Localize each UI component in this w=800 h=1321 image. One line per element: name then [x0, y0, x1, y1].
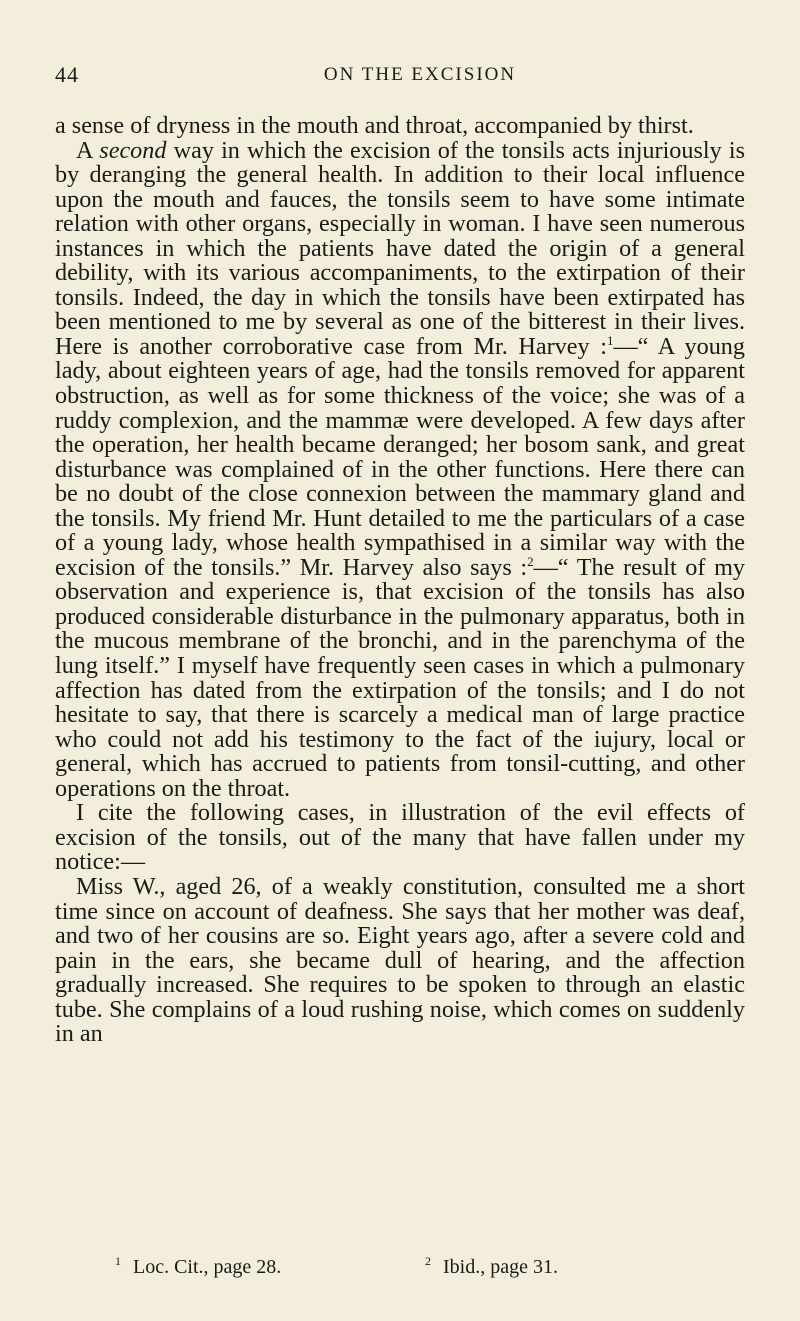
page-number: 44 — [55, 62, 79, 87]
footnote-text: Loc. Cit., page 28. — [133, 1256, 282, 1278]
paragraph-text: I cite the following cases, in illustration of the evil effects of excision of the tonsils, out of the many that have fallen under my notice:— — [55, 799, 745, 876]
paragraph-lead: A — [76, 136, 100, 164]
footnote-1 — [115, 1254, 281, 1279]
paragraph-2 — [55, 136, 745, 802]
footnote-ref-1: 1 — [606, 332, 614, 348]
paragraph-3 — [55, 801, 745, 875]
footnote-mark: 2 — [425, 1254, 431, 1268]
footnotes — [55, 1254, 745, 1280]
paragraph-text: —“ The result of my observation and experience is, that excision of the tonsils has also produced considerable disturbance in the pulmonary apparatus, both in the mucous membrane of the bronchi, and in the parenchyma of the lung itself.” I myself have frequently seen cases in which a pulmonary affection has dated from the extirpation of the tonsils; and I do not hesitate to say, that there is scarcely a medical man of large practice who could not add his testimony to the fact of the iujury, local or general, which has accrued to patients from tonsil-cutting, and other operations on the throat. — [55, 553, 745, 802]
body-text — [55, 114, 745, 1047]
running-head: ON THE EXCISION — [323, 64, 517, 85]
footnote-2 — [425, 1254, 558, 1279]
footnote-ref-2: 2 — [527, 553, 534, 569]
paragraph-text: Miss W., aged 26, of a weakly constitution, consulted me a short time since on account of deafness. She says that her mother was deaf, and two of her cousins are so. Eight years ago, after a severe cold and pain in the ears, she became dull of hearing, and the affection gradually increased. She requires to be spoken to through an elastic tube. She complains of a loud rushing noise, which comes on suddenly in an — [55, 872, 745, 1048]
paragraph-text: way in which the excision of the tonsils acts injuriously is by deranging the general health. In addition to their local influence upon the mouth and fauces, the tonsils seem to have some intimate relation with other organs, especially in woman. I have seen numerous instances in which the patients have dated the origin of a general debility, with its various accompaniments, to the extirpation of their tonsils. Indeed, the day in which the tonsils have been extirpated has been mentioned to me by several as one of the bitterest in their lives. Here is another corroborative case from Mr. Harvey : — [55, 136, 745, 360]
emphasis-word: second — [99, 136, 167, 164]
footnote-mark: 1 — [115, 1254, 121, 1268]
page-header — [55, 62, 745, 92]
paragraph-text: —“ A young lady, about eighteen years of age, had the tonsils removed for apparent obstruction, as well as for some thickness of the voice; she was of a ruddy complexion, and the mammæ were developed. A few days after the operation, her health became deranged; her bosom sank, and great disturbance was complained of in the other functions. Here there can be no doubt of the close connexion between the mammary gland and the tonsils. My friend Mr. Hunt detailed to me the particulars of a case of a young lady, whose health sympathised in a similar way with the excision of the tonsils.” Mr. Harvey also says : — [55, 332, 745, 581]
paragraph-text: a sense of dryness in the mouth and throat, accompanied by thirst. — [55, 112, 694, 139]
paragraph-1 — [55, 114, 745, 139]
footnote-text: Ibid., page 31. — [443, 1256, 558, 1278]
paragraph-4 — [55, 872, 745, 1048]
